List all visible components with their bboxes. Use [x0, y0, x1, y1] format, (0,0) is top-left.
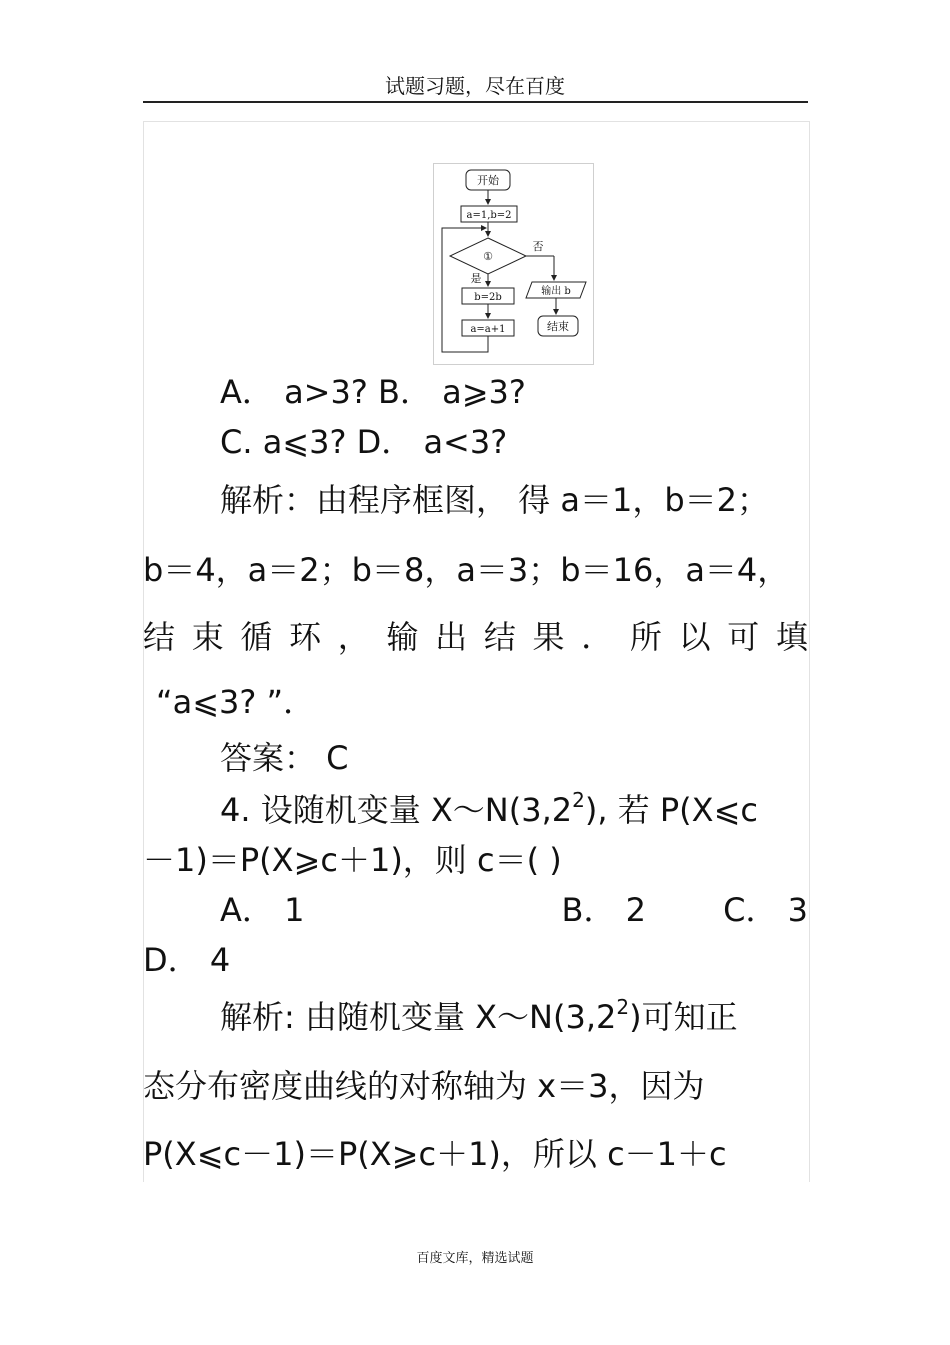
- q4-option-a: A． 1: [220, 891, 305, 929]
- q3-answer: 答案： C: [220, 739, 349, 777]
- q4-analysis-line-1: 解析: 由随机变量 $X\sim N(3,2^2)$可知正: [220, 995, 738, 1036]
- output-label: 输出 b: [541, 286, 571, 297]
- increment-a-label: a=a+1: [470, 324, 506, 335]
- flowchart-figure: [433, 163, 594, 365]
- q3-options-line-2: C. a⩽3? D． a<3?: [220, 423, 508, 461]
- decision-label: ①: [483, 250, 493, 263]
- start-label: 开始: [477, 174, 499, 187]
- q4-stem-line-1: 4. 设随机变量 $X\sim N(3,2^2)$, 若 P(X⩽c: [220, 788, 758, 829]
- q3-analysis-line-3: 结 束 循 环 ， 输 出 结 果 ． 所 以 可 填: [143, 618, 808, 656]
- q4-option-b: B． 2: [561, 891, 647, 929]
- q4-options-line: [220, 890, 808, 930]
- q3-analysis-line-1: 解析：由程序框图， 得 a＝1，b＝2；: [220, 481, 769, 519]
- q3-options-line-1: A． a>3? B． a⩾3?: [220, 373, 526, 411]
- end-label: 结束: [547, 320, 569, 333]
- double-b-label: b=2b: [474, 292, 502, 303]
- no-label: 否: [532, 240, 544, 253]
- page-header: 试题习题，尽在百度: [385, 74, 565, 98]
- q4-option-c: C． 3: [723, 891, 808, 929]
- q3-analysis-line-2: b＝4，a＝2；b＝8，a＝3；b＝16，a＝4，: [143, 551, 790, 589]
- q4-stem-line-2: －1)＝P(X⩾c＋1)，则 c＝( ): [143, 841, 562, 879]
- page-footer: 百度文库，精选试题: [416, 1251, 534, 1266]
- q4-analysis-line-3: P(X⩽c－1)＝P(X⩾c＋1)，所以 c－1＋c: [143, 1135, 727, 1173]
- q4-option-d: D． 4: [143, 941, 231, 979]
- yes-label: 是: [470, 272, 482, 285]
- init-label: a=1,b=2: [466, 210, 512, 221]
- q3-analysis-line-4: “a⩽3? ”．: [156, 683, 316, 721]
- header-divider: [143, 101, 808, 103]
- q4-analysis-line-2: 态分布密度曲线的对称轴为 x＝3，因为: [143, 1067, 705, 1105]
